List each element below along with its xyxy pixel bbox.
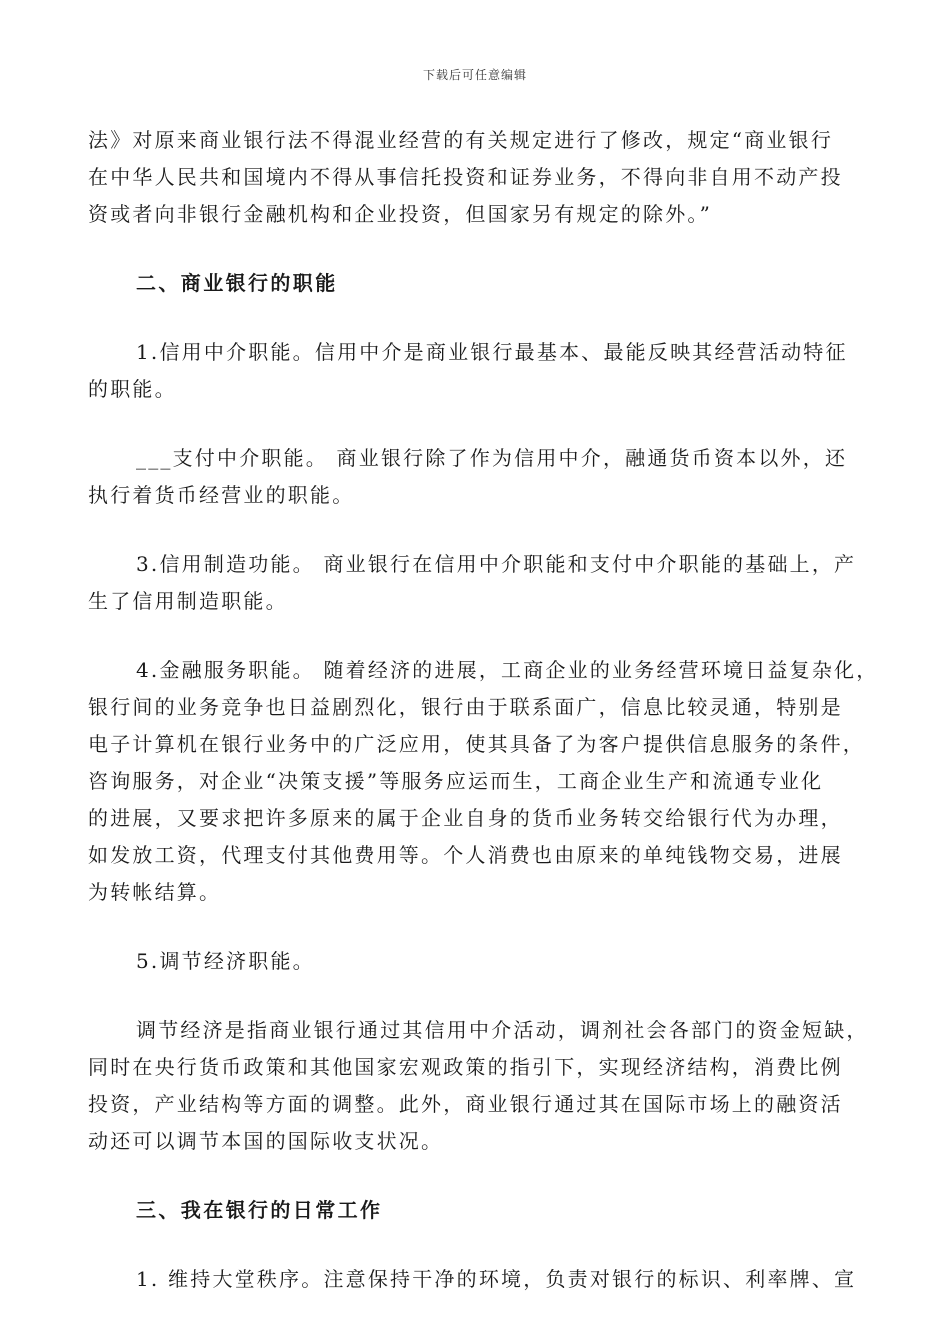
paragraph-financial-services — [88, 652, 879, 911]
section-heading-daily-work: 三、我在银行的日常工作 — [136, 1198, 383, 1222]
section-heading-functions: 二、商业银行的职能 — [136, 271, 338, 295]
text-line: 电子计算机在银行业务中的广泛应用，使其具备了为客户提供信息服务的条件， — [88, 732, 865, 756]
text-line: ___支付中介职能。 商业银行除了作为信用中介，融通货币资本以外，还 — [136, 446, 848, 470]
text-line: 资或者向非银行金融机构和企业投资，但国家另有规定的除外。” — [88, 202, 713, 226]
paragraph-economic-regulation — [88, 1012, 872, 1160]
text-line: 法》对原来商业银行法不得混业经营的有关规定进行了修改，规定“商业银行 — [88, 128, 834, 152]
paragraph-economic-regulation-title — [88, 943, 872, 980]
paragraph-credit-intermediary — [88, 334, 872, 408]
text-line: 银行间的业务竞争也日益剧烈化，银行由于联系面广，信息比较灵通，特别是 — [88, 695, 843, 719]
text-line: 4.金融服务职能。 随着经济的进展，工商企业的业务经营环境日益复杂化， — [136, 658, 879, 682]
paragraph-lobby-order — [88, 1261, 872, 1298]
text-line: 在中华人民共和国境内不得从事信托投资和证券业务，不得向非自用不动产投 — [88, 165, 843, 189]
paragraph-law-revision — [88, 122, 872, 233]
text-line: 执行着货币经营业的职能。 — [88, 483, 355, 507]
text-line: 投资，产业结构等方面的调整。此外，商业银行通过其在国际市场上的融资活 — [88, 1092, 843, 1116]
text-line: 动还可以调节本国的国际收支状况。 — [88, 1129, 444, 1153]
text-line: 3.信用制造功能。 商业银行在信用中介职能和支付中介职能的基础上，产 — [136, 552, 857, 576]
text-line: 的职能。 — [88, 377, 177, 401]
text-line: 如发放工资，代理支付其他费用等。个人消费也由原来的单纯钱物交易，进展 — [88, 843, 843, 867]
text-line: 5.调节经济职能。 — [136, 949, 315, 973]
paragraph-credit-creation — [88, 546, 872, 620]
text-line: 1. 维持大堂秩序。注意保持干净的环境，负责对银行的标识、利率牌、宣 — [136, 1267, 857, 1291]
document-body — [88, 122, 879, 1298]
text-line: 的进展，又要求把许多原来的属于企业自身的货币业务转交给银行代为办理， — [88, 806, 843, 830]
text-line: 咨询服务，对企业“决策支援”等服务应运而生，工商企业生产和流通专业化 — [88, 769, 824, 793]
text-line: 1.信用中介职能。信用中介是商业银行最基本、最能反映其经营活动特征 — [136, 340, 848, 364]
paragraph-payment-intermediary — [88, 440, 872, 514]
text-line: 为转帐结算。 — [88, 880, 222, 904]
text-line: 同时在央行货币政策和其他国家宏观政策的指引下，实现经济结构，消费比例 — [88, 1055, 843, 1079]
text-line: 生了信用制造职能。 — [88, 589, 288, 613]
header-note: 下载后可任意编辑 — [422, 68, 527, 82]
text-line: 调节经济是指商业银行通过其信用中介活动，调剂社会各部门的资金短缺， — [136, 1018, 869, 1042]
